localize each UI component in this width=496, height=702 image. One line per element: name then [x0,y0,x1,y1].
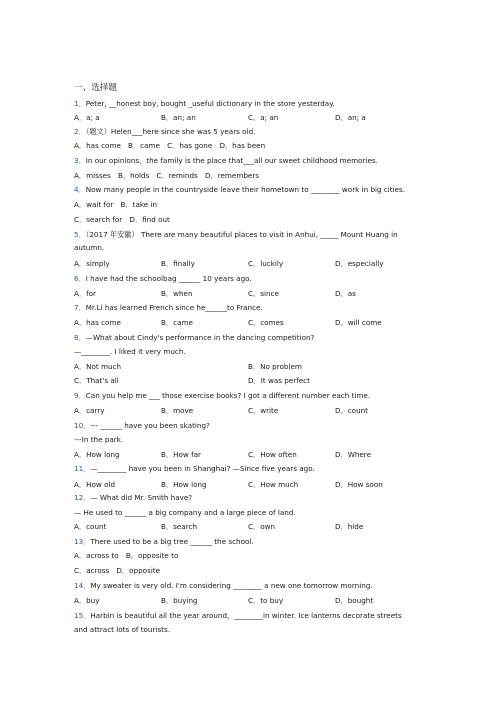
question-number: 6． [74,274,86,283]
option-b[interactable]: B．came [161,318,193,327]
question-number: 12． [74,493,91,502]
question-number: 14． [74,581,91,590]
question-text: Can you help me ___ those exercise books? I got a different number each time. [85,391,371,400]
question-text: （题文）Helen___here since she was 5 years old. [85,127,256,136]
options-line[interactable]: A．misses B．holds C．reminds D．remembers [74,171,260,180]
question-4 [74,185,405,194]
question-text: --- ______ have you been skating? [90,421,210,430]
options-line[interactable]: C．search for D．find out [74,215,170,224]
question-2 [74,127,255,136]
option-a[interactable]: A．simply [74,259,110,268]
question-text: Mr.Li has learned French since he______to France. [85,303,263,312]
question-text: （2017 年安徽） There are many beautiful places to visit in Anhui, _____ Mount Huang in [85,230,398,239]
question-number: 13． [74,537,91,546]
option-a[interactable]: A．carry [74,406,105,415]
options-line[interactable]: C．across D．opposite [74,566,161,575]
options-line[interactable]: A．across to B．opposite to [74,551,179,560]
question-9 [74,391,370,400]
option-b[interactable]: B．when [161,289,193,298]
option-b[interactable]: B．buying [161,596,198,605]
question-6 [74,274,252,283]
question-number: 15． [74,611,91,620]
question-10 [74,421,210,430]
option-b[interactable]: B．No problem [248,362,302,371]
question-1 [74,99,335,108]
option-c[interactable]: C．since [248,289,279,298]
question-text: Peter, __honest boy, bought _useful dictionary in the store yesterday. [85,99,335,108]
option-c[interactable]: C．to buy [248,596,284,605]
question-text: I have had the schoolbag ______ 10 years ago. [85,274,252,283]
option-a[interactable]: A．buy [74,596,100,605]
question-number: 7． [74,303,86,312]
option-b[interactable]: B．search [161,522,197,531]
option-a[interactable]: A．Not much [74,362,122,371]
option-b[interactable]: B．finally [161,259,195,268]
option-d[interactable]: D．will come [335,318,382,327]
question-15 [74,611,402,620]
question-number: 10． [74,421,91,430]
option-b[interactable]: B．move [161,406,194,415]
option-d[interactable]: D．count [335,406,369,415]
question-number: 2． [74,127,86,136]
option-c[interactable]: C．luckily [248,259,284,268]
option-c[interactable]: C．a; an [248,113,279,122]
question-12 [74,493,192,502]
option-d[interactable]: D．hide [335,522,364,531]
option-d[interactable]: D．How soon [335,480,383,489]
option-a[interactable]: A．How long [74,450,120,459]
option-d[interactable]: D．It was perfect [248,376,310,385]
option-c[interactable]: C．comes [248,318,284,327]
option-c[interactable]: C．That's all [74,376,119,385]
question-text-cont: —________. I liked it very much. [74,347,186,356]
question-11 [74,464,315,473]
question-5 [74,230,398,239]
option-a[interactable]: A．count [74,522,107,531]
question-number: 1． [74,99,86,108]
question-number: 4． [74,185,86,194]
question-number: 9． [74,391,86,400]
question-7 [74,303,263,312]
option-b[interactable]: B．How far [161,450,201,459]
option-b[interactable]: B．How long [161,480,207,489]
option-a[interactable]: A．a; a [74,113,100,122]
question-number: 3． [74,156,86,165]
section-heading: 一、选择题 [74,83,117,93]
question-text-cont: ---In the park. [74,435,124,444]
option-b[interactable]: B．an; an [161,113,196,122]
question-text: —What about Cindy's performance in the dancing competition? [85,333,315,342]
question-number: 11． [74,464,91,473]
question-13 [74,537,254,546]
option-c[interactable]: C．own [248,522,276,531]
option-d[interactable]: D．as [335,289,356,298]
option-d[interactable]: D．especially [335,259,384,268]
question-number: 8． [74,333,86,342]
question-8 [74,333,314,342]
option-d[interactable]: D．an; a [335,113,366,122]
question-text: — What did Mr. Smith have? [90,493,193,502]
option-a[interactable]: A．for [74,289,96,298]
question-text: —________ have you been in Shanghai? —Since five years ago. [90,464,315,473]
options-line[interactable]: A．has come B．came C．has gone D．has been [74,141,266,150]
question-text-cont: — He used to ______ a big company and a large piece of land. [74,508,296,517]
question-text-cont: autumn. [74,243,105,252]
question-text: Now many people in the countryside leave their hometown to ________ work in big cities. [85,185,406,194]
option-a[interactable]: A．has come [74,318,121,327]
option-a[interactable]: A．How old [74,480,116,489]
question-3 [74,156,378,165]
question-text: My sweater is very old. I'm considering ________ a new one tomorrow morning. [90,581,373,590]
question-text: There used to be a big tree ______ the school. [90,537,254,546]
question-number: 5． [74,230,86,239]
option-c[interactable]: C．How often [248,450,297,459]
option-c[interactable]: C．How much [248,480,299,489]
options-line[interactable]: A．wait for B．take in [74,200,158,209]
question-text: In our opinions，the family is the place that___all our sweet childhood memories. [85,156,378,165]
question-text-cont: and attract lots of tourists. [74,625,171,634]
option-c[interactable]: C．write [248,406,279,415]
option-d[interactable]: D．Where [335,450,372,459]
question-text: Harbin is beautiful all the year around，________in winter. Ice lanterns decorate streets [90,611,402,620]
question-14 [74,581,373,590]
option-d[interactable]: D．bought [335,596,374,605]
